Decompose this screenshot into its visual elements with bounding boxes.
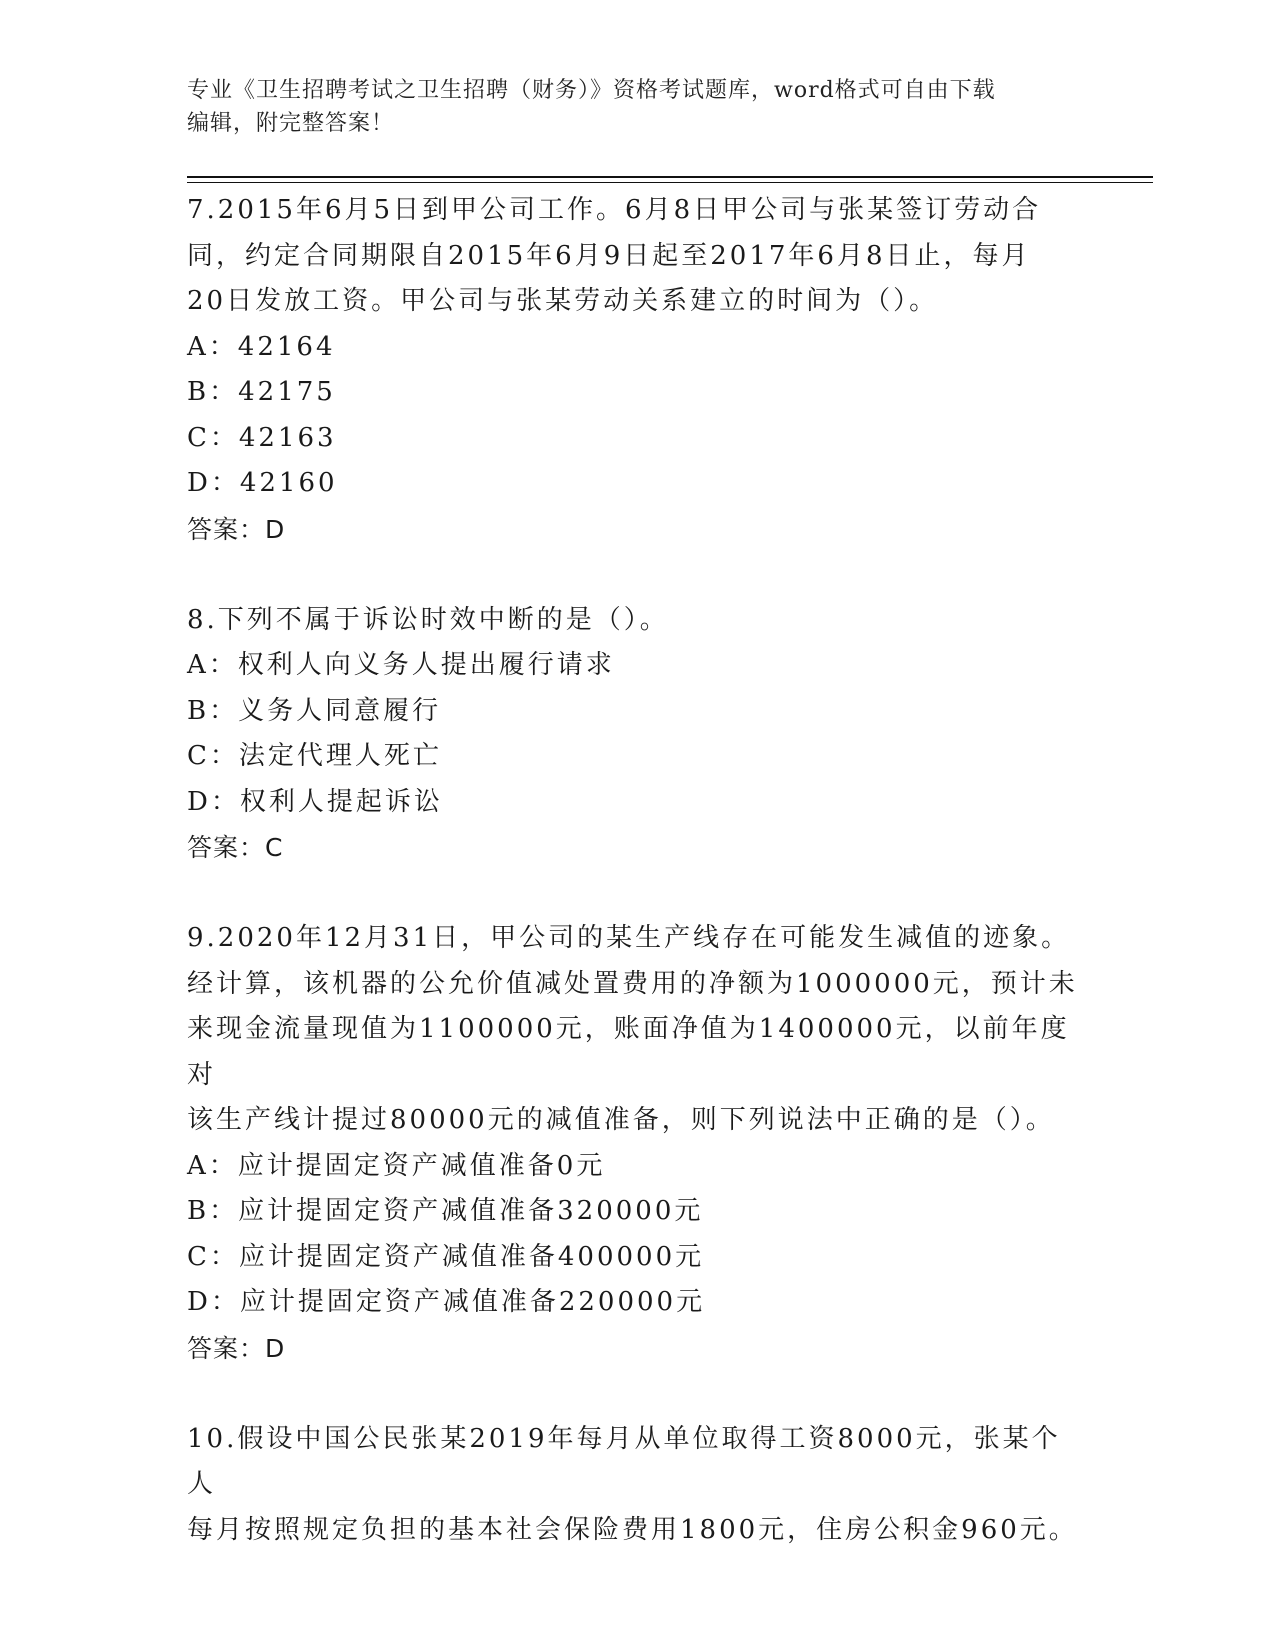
option-a: A：42164	[187, 331, 336, 362]
option-b: B：义务人同意履行	[187, 695, 442, 726]
question-8	[187, 598, 1087, 871]
question-7	[187, 188, 1087, 552]
question-stem	[187, 188, 1087, 325]
option-c: C：42163	[187, 422, 337, 453]
stem-line: 7.2015年6月5日到甲公司工作。6月8日甲公司与张某签订劳动合	[187, 195, 1042, 225]
stem-line: 每月按照规定负担的基本社会保险费用1800元，住房公积金960元。	[187, 1514, 1078, 1545]
option-d: D：应计提固定资产减值准备220000元	[187, 1287, 706, 1317]
question-list	[187, 188, 1087, 1553]
answer-line: 答案：D	[187, 514, 286, 544]
stem-line: 8.下列不属于诉讼时效中断的是（）。	[187, 604, 669, 635]
option-d: D：42160	[187, 468, 338, 498]
option-c: C：法定代理人死亡	[187, 741, 442, 771]
spacer	[187, 871, 1087, 917]
option-b: B：42175	[187, 377, 336, 407]
question-stem	[187, 598, 1087, 644]
stem-line: 该生产线计提过80000元的减值准备，则下列说法中正确的是（）。	[187, 1105, 1055, 1135]
answer-line: 答案：D	[187, 1333, 286, 1363]
page-header	[187, 74, 1067, 140]
header-line-1: 专业《卫生招聘考试之卫生招聘（财务）》资格考试题库，word格式可自由下载	[187, 78, 996, 103]
spacer	[187, 552, 1087, 598]
option-d: D：权利人提起诉讼	[187, 786, 443, 817]
stem-line: 20日发放工资。甲公司与张某劳动关系建立的时间为（）。	[187, 286, 939, 316]
question-stem	[187, 916, 1087, 1144]
question-stem	[187, 1417, 1087, 1554]
stem-line: 来现金流量现值为1100000元，账面净值为1400000元，以前年度对	[187, 1014, 1070, 1090]
option-c: C：应计提固定资产减值准备400000元	[187, 1241, 705, 1272]
stem-line: 同，约定合同期限自2015年6月9日起至2017年6月8日止，每月	[187, 240, 1031, 271]
option-b: B：应计提固定资产减值准备320000元	[187, 1196, 704, 1226]
spacer	[187, 1371, 1087, 1417]
header-line-2: 编辑，附完整答案！	[187, 111, 395, 136]
answer-line: 答案：C	[187, 833, 284, 862]
stem-line: 10.假设中国公民张某2019年每月从单位取得工资8000元，张某个人	[187, 1423, 1061, 1499]
stem-line: 9.2020年12月31日，甲公司的某生产线存在可能发生减值的迹象。	[187, 923, 1071, 953]
option-a: A：权利人向义务人提出履行请求	[187, 650, 615, 680]
option-a: A：应计提固定资产减值准备0元	[187, 1150, 606, 1181]
question-10	[187, 1417, 1087, 1554]
header-divider-thin	[187, 182, 1153, 183]
question-9	[187, 916, 1087, 1371]
stem-line: 经计算，该机器的公允价值减处置费用的净额为1000000元，预计未	[187, 968, 1078, 999]
header-divider-thick	[187, 176, 1153, 178]
